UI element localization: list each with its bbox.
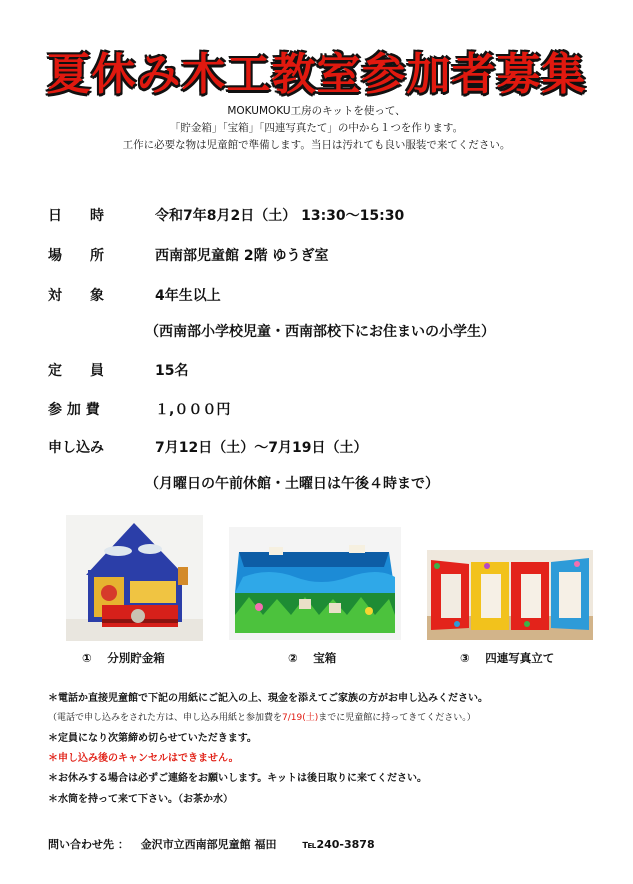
- note-application: ＊電話か直接児童館で下記の用紙にご記入の上、現金を添えてご家族の方がお申し込みください。: [48, 693, 488, 704]
- caption-photo-frame: ③ 四連写真立て: [460, 651, 555, 665]
- note-phone-text-a: （電話で申し込みをされた方は、申し込み用紙と参加費を: [48, 713, 283, 723]
- note-phone-text-c: までに児童館に持ってきてください。）: [318, 713, 476, 723]
- apply-note: （月曜日の午前休館・土曜日は午後４時まで）: [145, 476, 439, 492]
- caption-piggy-bank: ① 分別貯金箱: [82, 651, 165, 665]
- treasure-box-illustration: [229, 527, 401, 640]
- note-phone-application: [48, 710, 476, 723]
- fee-label: 参 加 費: [48, 402, 100, 418]
- date-label: 日 時: [48, 208, 104, 224]
- note-phone-deadline: 7/19(土): [282, 713, 319, 723]
- intro-line-2: 「貯金箱」「宝箱」「四連写真たて」の中から１つを作ります。: [169, 122, 464, 134]
- capacity-label: 定 員: [48, 363, 104, 379]
- photo-photo-frame: [427, 550, 593, 640]
- caption-treasure-box: ② 宝箱: [288, 651, 337, 665]
- date-value: 令和7年8月2日（土） 13:30～15:30: [155, 208, 405, 224]
- photo-piggy-bank: [66, 515, 203, 641]
- page-title: 夏休み木工教室参加者募集: [46, 49, 587, 100]
- contact-org: 金沢市立西南部児童館 福田: [140, 838, 277, 851]
- contact-footer: [48, 836, 383, 852]
- photo-treasure-box: [229, 527, 401, 640]
- intro-line-1: MOKUMOKU工房のキットを使って、: [227, 105, 406, 117]
- apply-label: 申し込み: [48, 440, 104, 456]
- target-label: 対 象: [48, 288, 104, 304]
- contact-tel: ℡240-3878: [302, 838, 375, 851]
- place-label: 場 所: [48, 248, 104, 264]
- capacity-value: 15名: [155, 363, 189, 379]
- piggy-bank-illustration: [66, 515, 203, 641]
- photo-frame-illustration: [427, 550, 593, 640]
- apply-value: 7月12日（土）～7月19日（土）: [155, 440, 368, 456]
- target-value: 4年生以上: [155, 288, 221, 304]
- note-capacity: ＊定員になり次第締め切らせていただきます。: [48, 733, 257, 744]
- intro-line-3: 工作に必要な物は児童館で準備します。当日は汚れても良い服装で来てください。: [122, 139, 511, 151]
- place-value: 西南部児童館 2階 ゆうぎ室: [155, 248, 329, 264]
- note-absence: ＊お休みする場合は必ずご連絡をお願いします。キットは後日取りに来てください。: [48, 773, 427, 784]
- note-no-cancel: ＊申し込み後のキャンセルはできません。: [48, 753, 239, 764]
- contact-label: 問い合わせ先 ：: [48, 838, 129, 851]
- fee-value: １,０００円: [155, 402, 231, 418]
- note-water-bottle: ＊水筒を持って来て下さい。（お茶か水）: [48, 794, 233, 805]
- target-note: （西南部小学校児童・西南部校下にお住まいの小学生）: [145, 324, 495, 340]
